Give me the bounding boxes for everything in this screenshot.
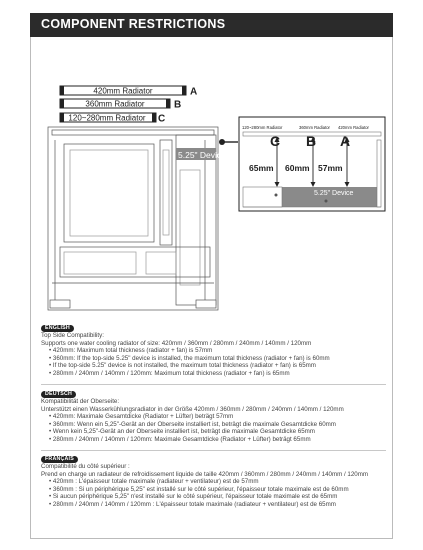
francais-badge: FRANÇAIS	[41, 456, 78, 463]
radiator-120-280-letter: C	[158, 113, 166, 125]
english-section	[41, 324, 386, 378]
francais-section	[41, 455, 386, 509]
divider	[41, 384, 386, 385]
deutsch-bullet: • Wenn kein 5,25"-Gerät an der Oberseite installiert ist, beträgt die maximale Gesamtdicke 65mm	[41, 428, 386, 436]
deutsch-bullet: • 280mm / 240mm / 140mm / 120mm: Maximale Gesamtdicke (Radiator + Lüfter) beträgt 65mm	[41, 436, 386, 444]
zoom-letter-c: C	[270, 133, 281, 149]
zoom-letter-b: B	[306, 133, 317, 149]
radiator-360	[60, 99, 181, 111]
radiator-420-label: 420mm Radiator	[93, 86, 153, 96]
english-bullet: • 280mm / 240mm / 140mm / 120mm: Maximum total thickness (radiator + fan) is 65mm	[41, 370, 386, 378]
english-bullet: • 360mm: If the top-side 5.25" device is installed, the maximum total thickness (radiator + fan) is 60mm	[41, 355, 386, 363]
device-label: 5.25" Device	[178, 150, 226, 160]
francais-bullet: • 420mm : L'épaisseur totale maximale (radiateur + ventilateur) est de 57mm	[41, 478, 386, 486]
francais-intro: Prend en charge un radiateur de refroidissement liquide de taille 420mm / 360mm / 280mm / 240mm / 140mm / 120mm	[41, 470, 369, 478]
divider	[41, 450, 386, 451]
english-bullet: • 420mm: Maximum total thickness (radiator + fan) is 57mm	[41, 347, 386, 355]
english-badge: ENGLISH	[41, 325, 74, 332]
deutsch-intro: Unterstützt einen Wasserkühlungsradiator in der Größe 420mm / 360mm / 280mm / 240mm / 140mm / 120mm	[41, 405, 344, 413]
english-intro: Supports one water cooling radiator of size: 420mm / 360mm / 280mm / 240mm / 140mm / 120mm	[41, 339, 312, 347]
francais-bullet: • 280mm / 240mm / 140mm / 120mm : L'épaisseur totale maximale (radiateur + ventilateur) est de 65mm	[41, 501, 386, 509]
english-bullet: • If the top-side 5.25" device is not installed, the maximum total thickness (radiator + fan) is 65mm	[41, 362, 386, 370]
radiator-420-letter: A	[190, 86, 198, 98]
english-heading: Top Side Compatibility:	[41, 332, 104, 339]
zoom-label-a: 420mm Radiator	[338, 125, 369, 130]
zoom-label-b: 360mm Radiator	[299, 125, 330, 130]
zoom-dim-65: 65mm	[249, 163, 274, 173]
deutsch-section	[41, 390, 386, 444]
zoom-dim-60: 60mm	[285, 163, 310, 173]
radiator-120-280	[60, 113, 165, 125]
zoom-device-label: 5.25" Device	[314, 190, 354, 197]
deutsch-heading: Kompatibilität der Oberseite:	[41, 398, 120, 405]
zoom-dim-57: 57mm	[318, 163, 343, 173]
zoom-label-c: 120~280mm Radiator	[242, 125, 283, 130]
francais-bullet: • 360mm : Si un périphérique 5,25" est installé sur le côté supérieur, l'épaisseur totale maximale est de 60mm	[41, 486, 386, 494]
radiator-360-letter: B	[174, 99, 182, 111]
deutsch-bullet: • 420mm: Maximale Gesamtdicke (Radiator + Lüfter) beträgt 57mm	[41, 413, 386, 421]
francais-bullet: • Si aucun périphérique 5,25" n'est installé sur le côté supérieur, l'épaisseur totale maximale est de 65mm	[41, 493, 386, 501]
page-title: COMPONENT RESTRICTIONS	[41, 17, 226, 31]
radiator-120-280-label: 120~280mm Radiator	[68, 113, 146, 123]
deutsch-bullet: • 360mm: Wenn ein 5,25"-Gerät an der Oberseite installiert ist, beträgt die maximale Gesamtdicke 60mm	[41, 421, 386, 429]
deutsch-badge: DEUTSCH	[41, 391, 76, 398]
francais-heading: Compatibilité du côté supérieur :	[41, 463, 130, 470]
radiator-360-label: 360mm Radiator	[85, 99, 145, 109]
zoom-letter-a: A	[340, 133, 351, 149]
radiator-420	[60, 86, 197, 98]
